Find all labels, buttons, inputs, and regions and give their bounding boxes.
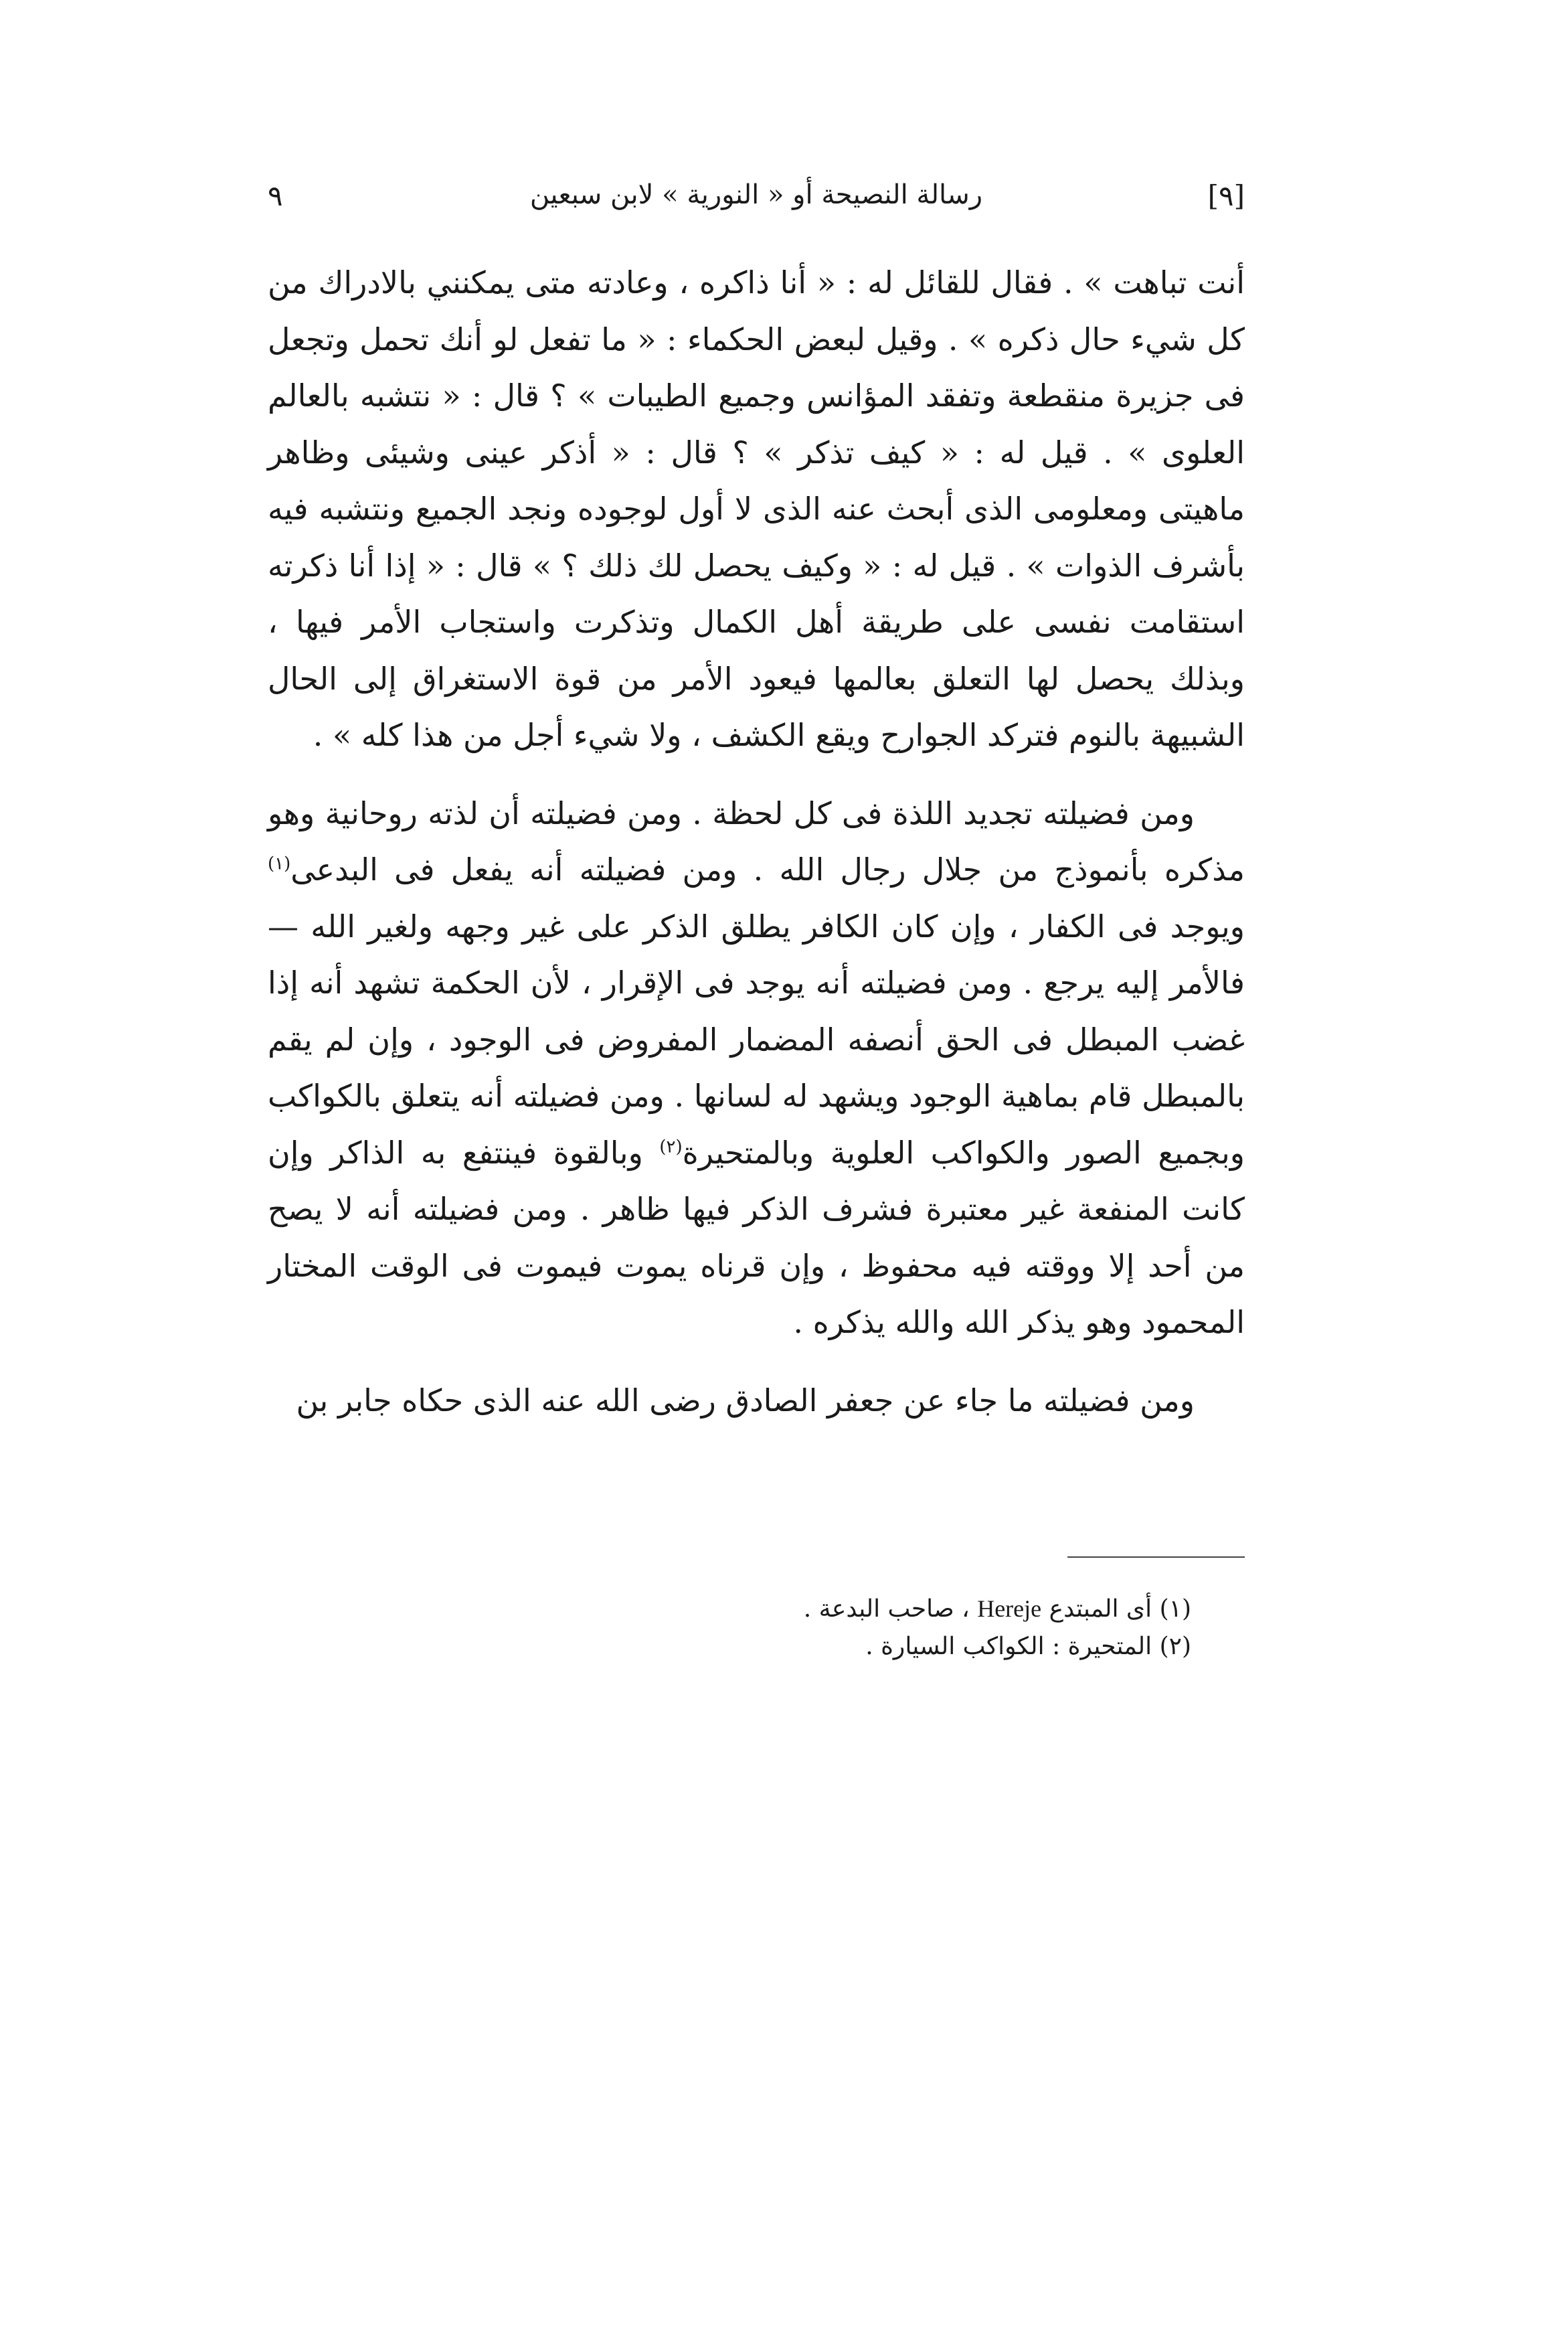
footnote-ref-2: (٢) <box>659 1137 683 1157</box>
footnote-1-text-b: ، صاحب البدعة . <box>803 1595 970 1623</box>
paragraph-3: ومن فضيلته ما جاء عن جعفر الصادق رضى الله عنه الذى حكاه جابر بن <box>296 1382 1195 1419</box>
footnote-1-marker: (١) <box>1159 1595 1191 1623</box>
page-header <box>268 179 1245 233</box>
footnote-2-text: المتحيرة : الكواكب السيارة . <box>865 1633 1152 1660</box>
paragraph-2-part-a: ومن فضيلته تجديد اللذة فى كل لحظة . ومن فضيلته أن لذته روحانية وهو مذكره بأنموذج من جلال رجال الله . ومن فضيلته أنه يفعل فى البدعى <box>268 795 1245 888</box>
page-number: ٩ <box>268 179 283 212</box>
footnote-separator <box>1067 1556 1245 1558</box>
paragraph-1: أنت تباهت » . فقال للقائل له : « أنا ذاكره ، وعادته متى يمكنني بالادراك من كل شيء حال ذكره » . وقيل لبعض الحكماء : « ما تفعل لو أنك تحمل وتجعل فى جزيرة منقطعة وتفقد المؤانس وجميع الطيبات » ؟ قال : « نتشبه بالعالم العلوى » . قيل له : « كيف تذكر » ؟ قال : « أذكر عينى وشيئى وظاهر ماهيتى ومعلومى الذى أبحث عنه الذى لا أول لوجوده ونجد الجميع ونتشبه فيه بأشرف الذوات » . قيل له : « وكيف يحصل لك ذلك ؟ » قال : « إذا أنا ذكرته استقامت نفسى على طريقة أهل الكمال وتذكرت واستجاب الأمر فيها ، وبذلك يحصل لها التعلق بعالمها فيعود الأمر من قوة الاستغراق إلى الحال الشبيهة بالنوم فتركد الجوارح ويقع الكشف ، ولا شيء أجل من هذا كله » . <box>268 264 1245 753</box>
footnote-2 <box>268 1628 1191 1666</box>
running-title: رسالة النصيحة أو « النورية » لابن سبعين <box>529 179 983 210</box>
footnote-ref-1: (١) <box>268 854 291 874</box>
paragraph-2-part-b: ويوجد فى الكفار ، وإن كان الكافر يطلق الذكر على غير وجهه ولغير الله — فالأمر إليه يرجع . ومن فضيلته أنه يوجد فى الإقرار ، لأن الحكمة تشهد أنه إذا غضب المبطل فى الحق أنصفه المضمار المفروض فى الوجود ، وإن لم يقم بالمبطل قام بماهية الوجود ويشهد له لسانها . ومن فضيلته أنه يتعلق بالكواكب وبجميع الصور والكواكب العلوية وبالمتحيرة <box>268 908 1245 1171</box>
paragraph-2-part-c: وبالقوة فينتفع به الذاكر وإن كانت المنفعة غير معتبرة فشرف الذكر فيها ظاهر . ومن فضيلته أنه لا يصح من أحد إلا ووقته فيه محفوظ ، وإن قرناه يموت فيموت فى الوقت المختار المحمود وهو يذكر الله والله يذكره . <box>268 1134 1245 1340</box>
main-text <box>268 254 1245 1429</box>
footnote-1-latin-term: Hereje <box>977 1595 1042 1622</box>
footnote-1 <box>268 1590 1191 1628</box>
footnote-1-text-a: أى المبتدع <box>1049 1595 1152 1623</box>
footnotes <box>268 1590 1191 1666</box>
section-mark: [٩] <box>1207 179 1245 212</box>
paragraph-2 <box>268 785 1245 1351</box>
footnote-2-marker: (٢) <box>1159 1633 1191 1660</box>
